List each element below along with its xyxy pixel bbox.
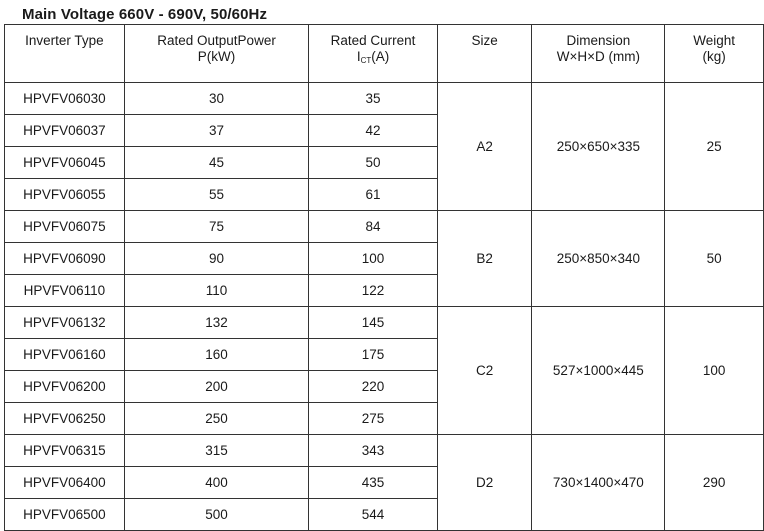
header-current-sub: CT <box>360 56 372 65</box>
table-row <box>5 307 764 339</box>
rated-power-cell: 37 <box>124 115 308 147</box>
header-dimension-line2: W×H×D (mm) <box>556 49 640 64</box>
rated-power-cell: 75 <box>124 211 308 243</box>
rated-power-cell: 160 <box>124 339 308 371</box>
header-current-prefix: I <box>356 49 361 64</box>
dimension-cell: 527×1000×445 <box>532 307 665 435</box>
rated-current-cell: 544 <box>309 499 438 531</box>
rated-current-cell: 35 <box>309 83 438 115</box>
weight-cell: 290 <box>665 435 764 531</box>
inverter-type-cell: HPVFV06030 <box>5 83 125 115</box>
inverter-type-cell: HPVFV06250 <box>5 403 125 435</box>
weight-cell: 25 <box>665 83 764 211</box>
rated-power-cell: 132 <box>124 307 308 339</box>
rated-power-cell: 55 <box>124 179 308 211</box>
header-dimension-line1: Dimension <box>566 33 631 48</box>
header-dimension <box>532 25 665 83</box>
header-weight-line1: Weight <box>693 33 736 48</box>
inverter-type-cell: HPVFV06055 <box>5 179 125 211</box>
rated-power-cell: 110 <box>124 275 308 307</box>
rated-power-cell: 45 <box>124 147 308 179</box>
header-size-label: Size <box>471 33 498 48</box>
size-cell: A2 <box>437 83 532 211</box>
rated-power-cell: 500 <box>124 499 308 531</box>
inverter-type-cell: HPVFV06090 <box>5 243 125 275</box>
dimension-cell: 250×850×340 <box>532 211 665 307</box>
inverter-type-cell: HPVFV06200 <box>5 371 125 403</box>
size-cell: C2 <box>437 307 532 435</box>
table-row <box>5 83 764 115</box>
inverter-type-cell: HPVFV06500 <box>5 499 125 531</box>
header-rated-current <box>309 25 438 83</box>
rated-current-cell: 84 <box>309 211 438 243</box>
table-row <box>5 211 764 243</box>
header-rated-output-power <box>124 25 308 83</box>
header-power-line1: Rated OutputPower <box>157 33 276 48</box>
table-row <box>5 435 764 467</box>
inverter-type-cell: HPVFV06037 <box>5 115 125 147</box>
rated-power-cell: 90 <box>124 243 308 275</box>
header-current-line1: Rated Current <box>330 33 416 48</box>
rated-current-cell: 61 <box>309 179 438 211</box>
rated-current-cell: 435 <box>309 467 438 499</box>
rated-current-cell: 275 <box>309 403 438 435</box>
inverter-type-cell: HPVFV06160 <box>5 339 125 371</box>
inverter-type-cell: HPVFV06075 <box>5 211 125 243</box>
rated-current-cell: 100 <box>309 243 438 275</box>
header-current-suffix: (A) <box>371 49 390 64</box>
inverter-type-cell: HPVFV06400 <box>5 467 125 499</box>
header-weight-line2: (kg) <box>702 49 726 64</box>
header-inverter-type <box>5 25 125 83</box>
rated-power-cell: 400 <box>124 467 308 499</box>
rated-current-cell: 220 <box>309 371 438 403</box>
rated-current-cell: 343 <box>309 435 438 467</box>
rated-power-cell: 30 <box>124 83 308 115</box>
header-size <box>437 25 532 83</box>
page-title: Main Voltage 660V - 690V, 50/60Hz <box>22 6 268 23</box>
header-row <box>5 25 764 83</box>
spec-table <box>4 24 764 531</box>
inverter-type-cell: HPVFV06045 <box>5 147 125 179</box>
weight-cell: 100 <box>665 307 764 435</box>
inverter-type-cell: HPVFV06132 <box>5 307 125 339</box>
size-cell: D2 <box>437 435 532 531</box>
rated-current-cell: 145 <box>309 307 438 339</box>
header-power-line2: P(kW) <box>197 49 236 64</box>
rated-power-cell: 250 <box>124 403 308 435</box>
rated-current-cell: 50 <box>309 147 438 179</box>
rated-power-cell: 315 <box>124 435 308 467</box>
header-inverter-type-label: Inverter Type <box>25 33 104 48</box>
size-cell: B2 <box>437 211 532 307</box>
rated-current-cell: 42 <box>309 115 438 147</box>
rated-current-cell: 175 <box>309 339 438 371</box>
dimension-cell: 730×1400×470 <box>532 435 665 531</box>
rated-current-cell: 122 <box>309 275 438 307</box>
dimension-cell: 250×650×335 <box>532 83 665 211</box>
rated-power-cell: 200 <box>124 371 308 403</box>
inverter-type-cell: HPVFV06110 <box>5 275 125 307</box>
header-weight <box>665 25 764 83</box>
inverter-type-cell: HPVFV06315 <box>5 435 125 467</box>
weight-cell: 50 <box>665 211 764 307</box>
